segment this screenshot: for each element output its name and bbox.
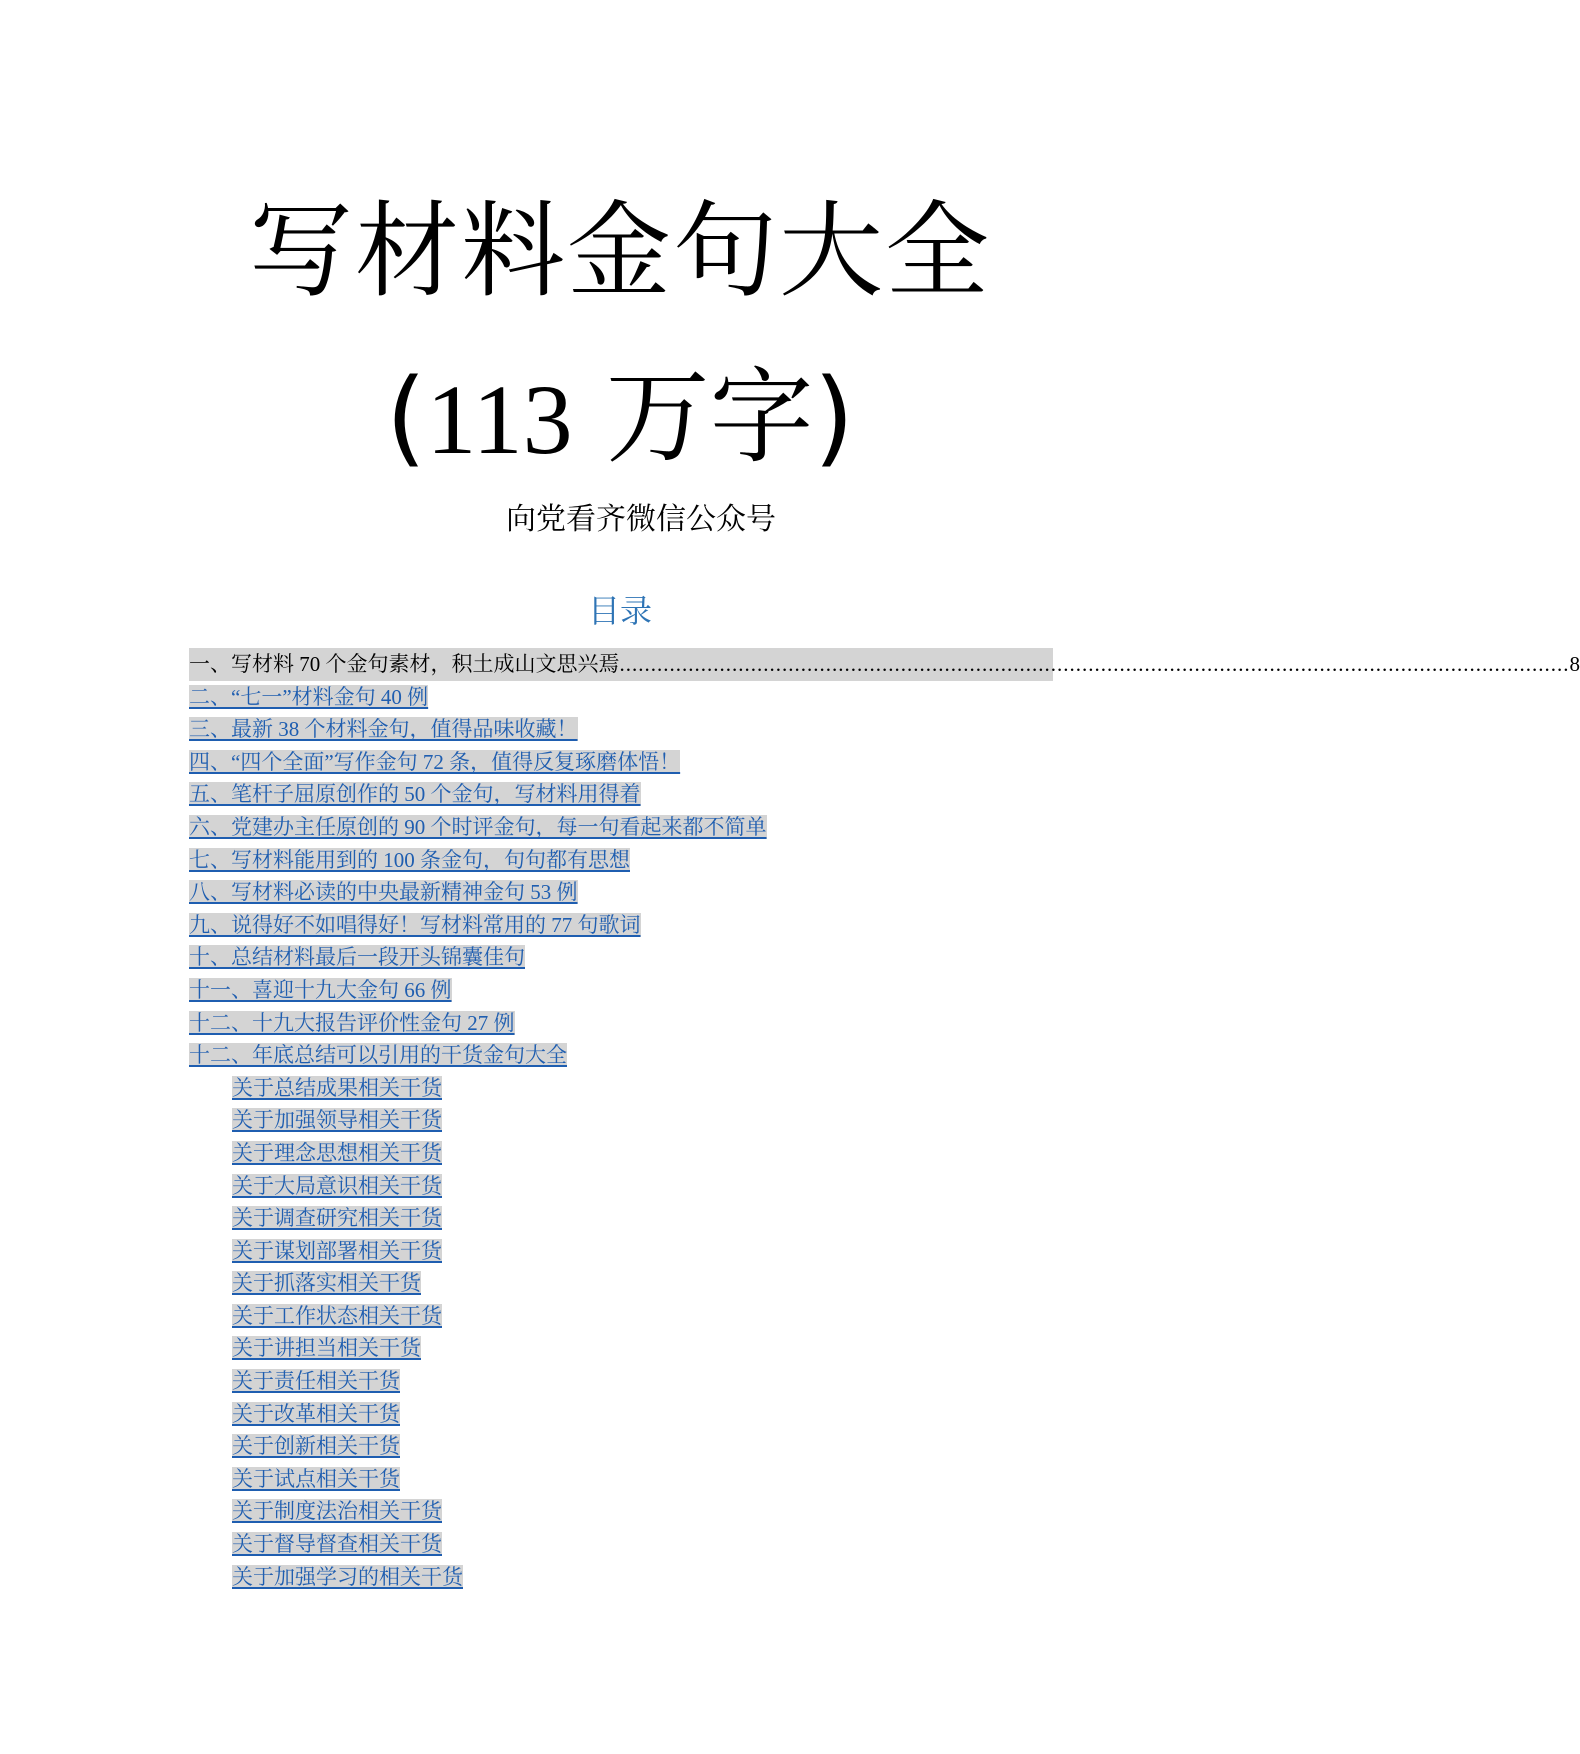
toc-entry-7[interactable] bbox=[189, 844, 1053, 877]
toc-sub-link[interactable]: 关于抓落实相关干货 bbox=[232, 1271, 421, 1296]
toc-sub-entry[interactable] bbox=[189, 1267, 1053, 1300]
toc-entry-11[interactable] bbox=[189, 974, 1053, 1007]
toc-page-number: 8 bbox=[1569, 652, 1580, 676]
toc-sub-link[interactable]: 关于理念思想相关干货 bbox=[232, 1140, 442, 1165]
toc-entry-10[interactable] bbox=[189, 941, 1053, 974]
title-open-paren: ( bbox=[385, 356, 427, 478]
toc-sub-entry[interactable] bbox=[189, 1365, 1053, 1398]
toc-sub-link[interactable]: 关于制度法治相关干货 bbox=[232, 1499, 442, 1524]
toc-sub-entry[interactable] bbox=[189, 1170, 1053, 1203]
toc-link[interactable]: 十、总结材料最后一段开头锦囊佳句 bbox=[189, 945, 525, 970]
toc-sub-entry[interactable] bbox=[189, 1332, 1053, 1365]
toc-link[interactable]: 四、“四个全面”写作金句 72 条，值得反复琢磨体悟！ bbox=[189, 749, 681, 774]
toc-sub-entry[interactable] bbox=[189, 1137, 1053, 1170]
title-word-count: 113 bbox=[426, 364, 573, 475]
toc-link[interactable]: 九、说得好不如唱得好！写材料常用的 77 句歌词 bbox=[189, 912, 641, 937]
toc-entry-13[interactable] bbox=[189, 1039, 1053, 1072]
toc-sub-entry[interactable] bbox=[189, 1235, 1053, 1268]
toc-dot-leader: ........................................................................................................................................................ bbox=[619, 652, 1570, 676]
toc-heading: 目录 bbox=[587, 592, 652, 630]
toc-link[interactable]: 八、写材料必读的中央最新精神金句 53 例 bbox=[189, 880, 578, 905]
toc-sub-link[interactable]: 关于加强领导相关干货 bbox=[232, 1108, 442, 1133]
toc-sub-link[interactable]: 关于改革相关干货 bbox=[232, 1401, 400, 1426]
toc-link[interactable]: 十一、喜迎十九大金句 66 例 bbox=[189, 977, 452, 1002]
toc-link[interactable]: 十二、年底总结可以引用的干货金句大全 bbox=[189, 1043, 567, 1068]
toc-link[interactable]: 七、写材料能用到的 100 条金句，句句都有思想 bbox=[189, 847, 630, 872]
toc-sub-link[interactable]: 关于大局意识相关干货 bbox=[232, 1173, 442, 1198]
toc-sub-link[interactable]: 关于创新相关干货 bbox=[232, 1434, 400, 1459]
toc-sub-entry[interactable] bbox=[189, 1104, 1053, 1137]
toc-entry-4[interactable] bbox=[189, 746, 1053, 779]
toc-sub-entry[interactable] bbox=[189, 1072, 1053, 1105]
toc-link[interactable]: 五、笔杆子屈原创作的 50 个金句，写材料用得着 bbox=[189, 782, 641, 807]
toc-entry-1[interactable] bbox=[189, 648, 1580, 681]
toc-sub-link[interactable]: 关于工作状态相关干货 bbox=[232, 1303, 442, 1328]
toc-sub-link[interactable]: 关于加强学习的相关干货 bbox=[232, 1564, 463, 1589]
toc-sub-entry[interactable] bbox=[189, 1463, 1053, 1496]
document-title-line-2 bbox=[0, 352, 1240, 485]
toc-entry-3[interactable] bbox=[189, 713, 1053, 746]
toc-link[interactable]: 十二、十九大报告评价性金句 27 例 bbox=[189, 1010, 515, 1035]
toc-entry-6[interactable] bbox=[189, 811, 1053, 844]
toc-link[interactable]: 二、“七一”材料金句 40 例 bbox=[189, 684, 429, 709]
toc-sub-link[interactable]: 关于试点相关干货 bbox=[232, 1466, 400, 1491]
toc-entry-8[interactable] bbox=[189, 876, 1053, 909]
toc-sub-entry[interactable] bbox=[189, 1300, 1053, 1333]
title-unit: 万字) bbox=[605, 356, 855, 478]
toc-entry-9[interactable] bbox=[189, 909, 1053, 942]
document-title-line-1: 写材料金句大全 bbox=[248, 190, 991, 312]
toc-link[interactable]: 三、最新 38 个材料金句，值得品味收藏！ bbox=[189, 717, 578, 742]
document-subtitle: 向党看齐微信公众号 bbox=[506, 502, 776, 537]
toc-sub-entry[interactable] bbox=[189, 1561, 1053, 1594]
toc-sub-link[interactable]: 关于督导督查相关干货 bbox=[232, 1532, 442, 1557]
toc-sub-link[interactable]: 关于调查研究相关干货 bbox=[232, 1206, 442, 1231]
toc-sub-link[interactable]: 关于讲担当相关干货 bbox=[232, 1336, 421, 1361]
toc-sub-link[interactable]: 关于责任相关干货 bbox=[232, 1369, 400, 1394]
toc-link[interactable]: 六、党建办主任原创的 90 个时评金句，每一句看起来都不简单 bbox=[189, 814, 767, 839]
toc-sub-entry[interactable] bbox=[189, 1430, 1053, 1463]
toc-sub-link[interactable]: 关于总结成果相关干货 bbox=[232, 1075, 442, 1100]
toc-entry-2[interactable] bbox=[189, 681, 1053, 714]
table-of-contents bbox=[189, 648, 1580, 1593]
toc-sub-entry[interactable] bbox=[189, 1202, 1053, 1235]
toc-entry-text[interactable]: 一、写材料 70 个金句素材，积土成山文思兴焉 bbox=[189, 652, 620, 676]
toc-sub-entry[interactable] bbox=[189, 1398, 1053, 1431]
toc-sub-entry[interactable] bbox=[189, 1495, 1053, 1528]
toc-entry-5[interactable] bbox=[189, 778, 1053, 811]
toc-entry-12[interactable] bbox=[189, 1007, 1053, 1040]
toc-sub-entry[interactable] bbox=[189, 1528, 1053, 1561]
toc-sub-link[interactable]: 关于谋划部署相关干货 bbox=[232, 1238, 442, 1263]
